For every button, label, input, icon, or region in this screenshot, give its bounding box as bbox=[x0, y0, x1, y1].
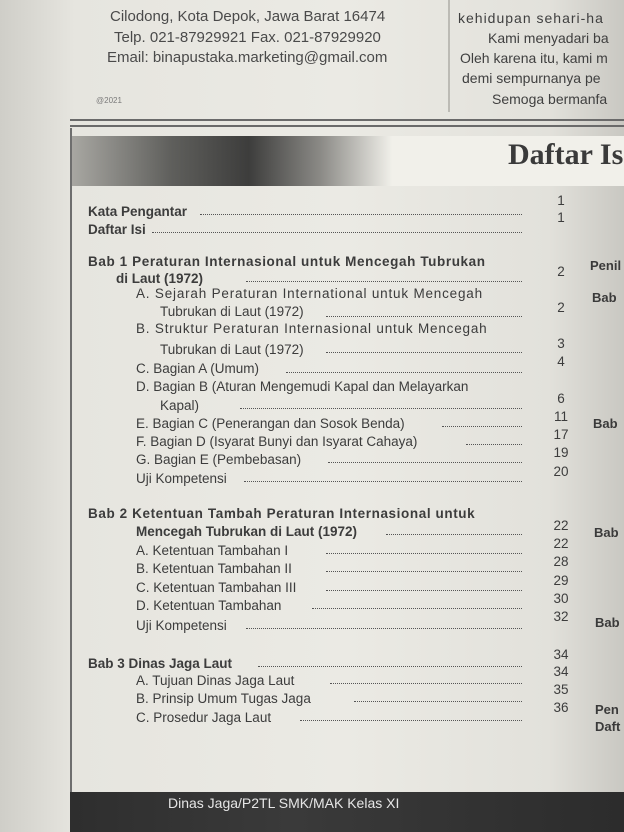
toc-leader bbox=[328, 462, 522, 463]
toc-entry: C. Bagian A (Umum) bbox=[136, 361, 260, 376]
chapter-title: Mencegah Tubrukan di Laut (1972) bbox=[136, 524, 358, 539]
toc-page: 35 bbox=[553, 682, 569, 697]
toc-page: 2 bbox=[557, 300, 565, 315]
toc-page: 3 bbox=[557, 336, 565, 351]
preface-line: Kami menyadari ba bbox=[488, 30, 609, 46]
toc-entry: D. Ketentuan Tambahan bbox=[136, 598, 282, 613]
toc-page: 1 bbox=[557, 210, 565, 225]
toc-leader bbox=[466, 444, 522, 445]
chapter-title: di Laut (1972) bbox=[116, 271, 204, 286]
address-line: Cilodong, Kota Depok, Jawa Barat 16474 bbox=[110, 8, 386, 25]
toc-entry: C. Ketentuan Tambahan III bbox=[136, 580, 297, 595]
toc-leader bbox=[326, 316, 522, 317]
toc-entry: B. Prinsip Umum Tugas Jaga bbox=[136, 691, 311, 706]
side-text: Bab bbox=[592, 290, 617, 305]
email-line: Email: binapustaka.marketing@gmail.com bbox=[107, 49, 388, 66]
toc-leader bbox=[326, 590, 522, 591]
toc-page: 20 bbox=[553, 464, 569, 479]
preface-line: Oleh karena itu, kami m bbox=[460, 50, 608, 66]
preface-line: demi sempurnanya pe bbox=[462, 70, 601, 86]
toc-page: 22 bbox=[553, 536, 569, 551]
toc-page: 17 bbox=[553, 427, 569, 442]
toc-leader bbox=[246, 628, 522, 629]
toc-entry: Kapal) bbox=[160, 398, 200, 413]
toc-entry: C. Prosedur Jaga Laut bbox=[136, 710, 272, 725]
toc-leader bbox=[386, 534, 522, 535]
toc-page: 30 bbox=[553, 591, 569, 606]
toc-entry: Kata Pengantar bbox=[88, 204, 188, 219]
copyright-text: @2021 bbox=[96, 96, 122, 105]
toc-entry: Tubrukan di Laut (1972) bbox=[160, 304, 304, 319]
toc-leader bbox=[312, 608, 522, 609]
toc-entry: F. Bagian D (Isyarat Bunyi dan Isyarat Cahaya) bbox=[136, 434, 418, 449]
toc-entry: D. Bagian B (Aturan Mengemudi Kapal dan Melayarkan bbox=[136, 379, 469, 394]
toc-leader bbox=[354, 701, 522, 702]
toc-leader bbox=[330, 683, 522, 684]
toc-entry: Tubrukan di Laut (1972) bbox=[160, 342, 304, 357]
toc-page: 2 bbox=[557, 264, 565, 279]
toc-leader bbox=[258, 666, 522, 667]
toc-leader bbox=[326, 571, 522, 572]
toc-entry: A. Sejarah Peraturan International untuk Mencegah bbox=[136, 286, 483, 301]
page-title: Daftar Is bbox=[508, 138, 624, 171]
toc-entry: Daftar Isi bbox=[88, 222, 146, 237]
toc-page: 22 bbox=[553, 518, 569, 533]
toc-leader bbox=[300, 720, 522, 721]
toc-leader bbox=[246, 281, 522, 282]
toc-page: 34 bbox=[553, 664, 569, 679]
phone-line: Telp. 021-87929921 Fax. 021-87929920 bbox=[114, 29, 381, 46]
column-divider bbox=[448, 0, 450, 112]
toc-page: 1 bbox=[557, 193, 565, 208]
preface-line: Semoga bermanfa bbox=[492, 91, 608, 107]
chapter-title: Bab 2 Ketentuan Tambah Peraturan Internasional untuk bbox=[88, 506, 476, 521]
chapter-title: Bab 1 Peraturan Internasional untuk Mencegah Tubrukan bbox=[88, 254, 486, 269]
toc-page: 29 bbox=[553, 573, 569, 588]
side-text: Bab bbox=[594, 525, 619, 540]
side-text: Daft bbox=[595, 719, 621, 734]
toc-entry: Uji Kompetensi bbox=[136, 618, 227, 633]
toc-leader bbox=[326, 553, 522, 554]
toc-leader bbox=[240, 408, 522, 409]
frame-border bbox=[70, 128, 72, 808]
divider-rule bbox=[70, 125, 624, 127]
toc-leader bbox=[200, 214, 522, 215]
toc-leader bbox=[286, 372, 522, 373]
toc-leader bbox=[442, 426, 522, 427]
toc-page: 19 bbox=[553, 445, 569, 460]
toc-page: 28 bbox=[553, 554, 569, 569]
toc-leader bbox=[326, 352, 522, 353]
toc-page: 6 bbox=[557, 391, 565, 406]
toc-leader bbox=[244, 481, 522, 482]
preface-line: kehidupan sehari-ha bbox=[458, 10, 604, 26]
side-text: Bab bbox=[593, 416, 618, 431]
toc-entry: B. Ketentuan Tambahan II bbox=[136, 561, 292, 576]
footer-text: Dinas Jaga/P2TL SMK/MAK Kelas XI bbox=[168, 795, 400, 811]
toc-entry: G. Bagian E (Pembebasan) bbox=[136, 452, 302, 467]
chapter-title: Bab 3 Dinas Jaga Laut bbox=[88, 656, 233, 671]
toc-entry: A. Ketentuan Tambahan I bbox=[136, 543, 289, 558]
toc-page: 34 bbox=[553, 647, 569, 662]
toc-page: 4 bbox=[557, 354, 565, 369]
side-text: Penil bbox=[590, 258, 622, 273]
side-text: Bab bbox=[595, 615, 620, 630]
toc-entry: Uji Kompetensi bbox=[136, 471, 227, 486]
toc-entry: E. Bagian C (Penerangan dan Sosok Benda) bbox=[136, 416, 405, 431]
toc-entry: A. Tujuan Dinas Jaga Laut bbox=[136, 673, 295, 688]
toc-entry: B. Struktur Peraturan Internasional untuk Mencegah bbox=[136, 321, 488, 336]
toc-leader bbox=[152, 232, 522, 233]
toc-page: 32 bbox=[553, 609, 569, 624]
divider-rule bbox=[70, 119, 624, 121]
side-text: Pen bbox=[595, 702, 619, 717]
toc-page: 11 bbox=[553, 409, 568, 424]
toc-page: 36 bbox=[553, 700, 569, 715]
